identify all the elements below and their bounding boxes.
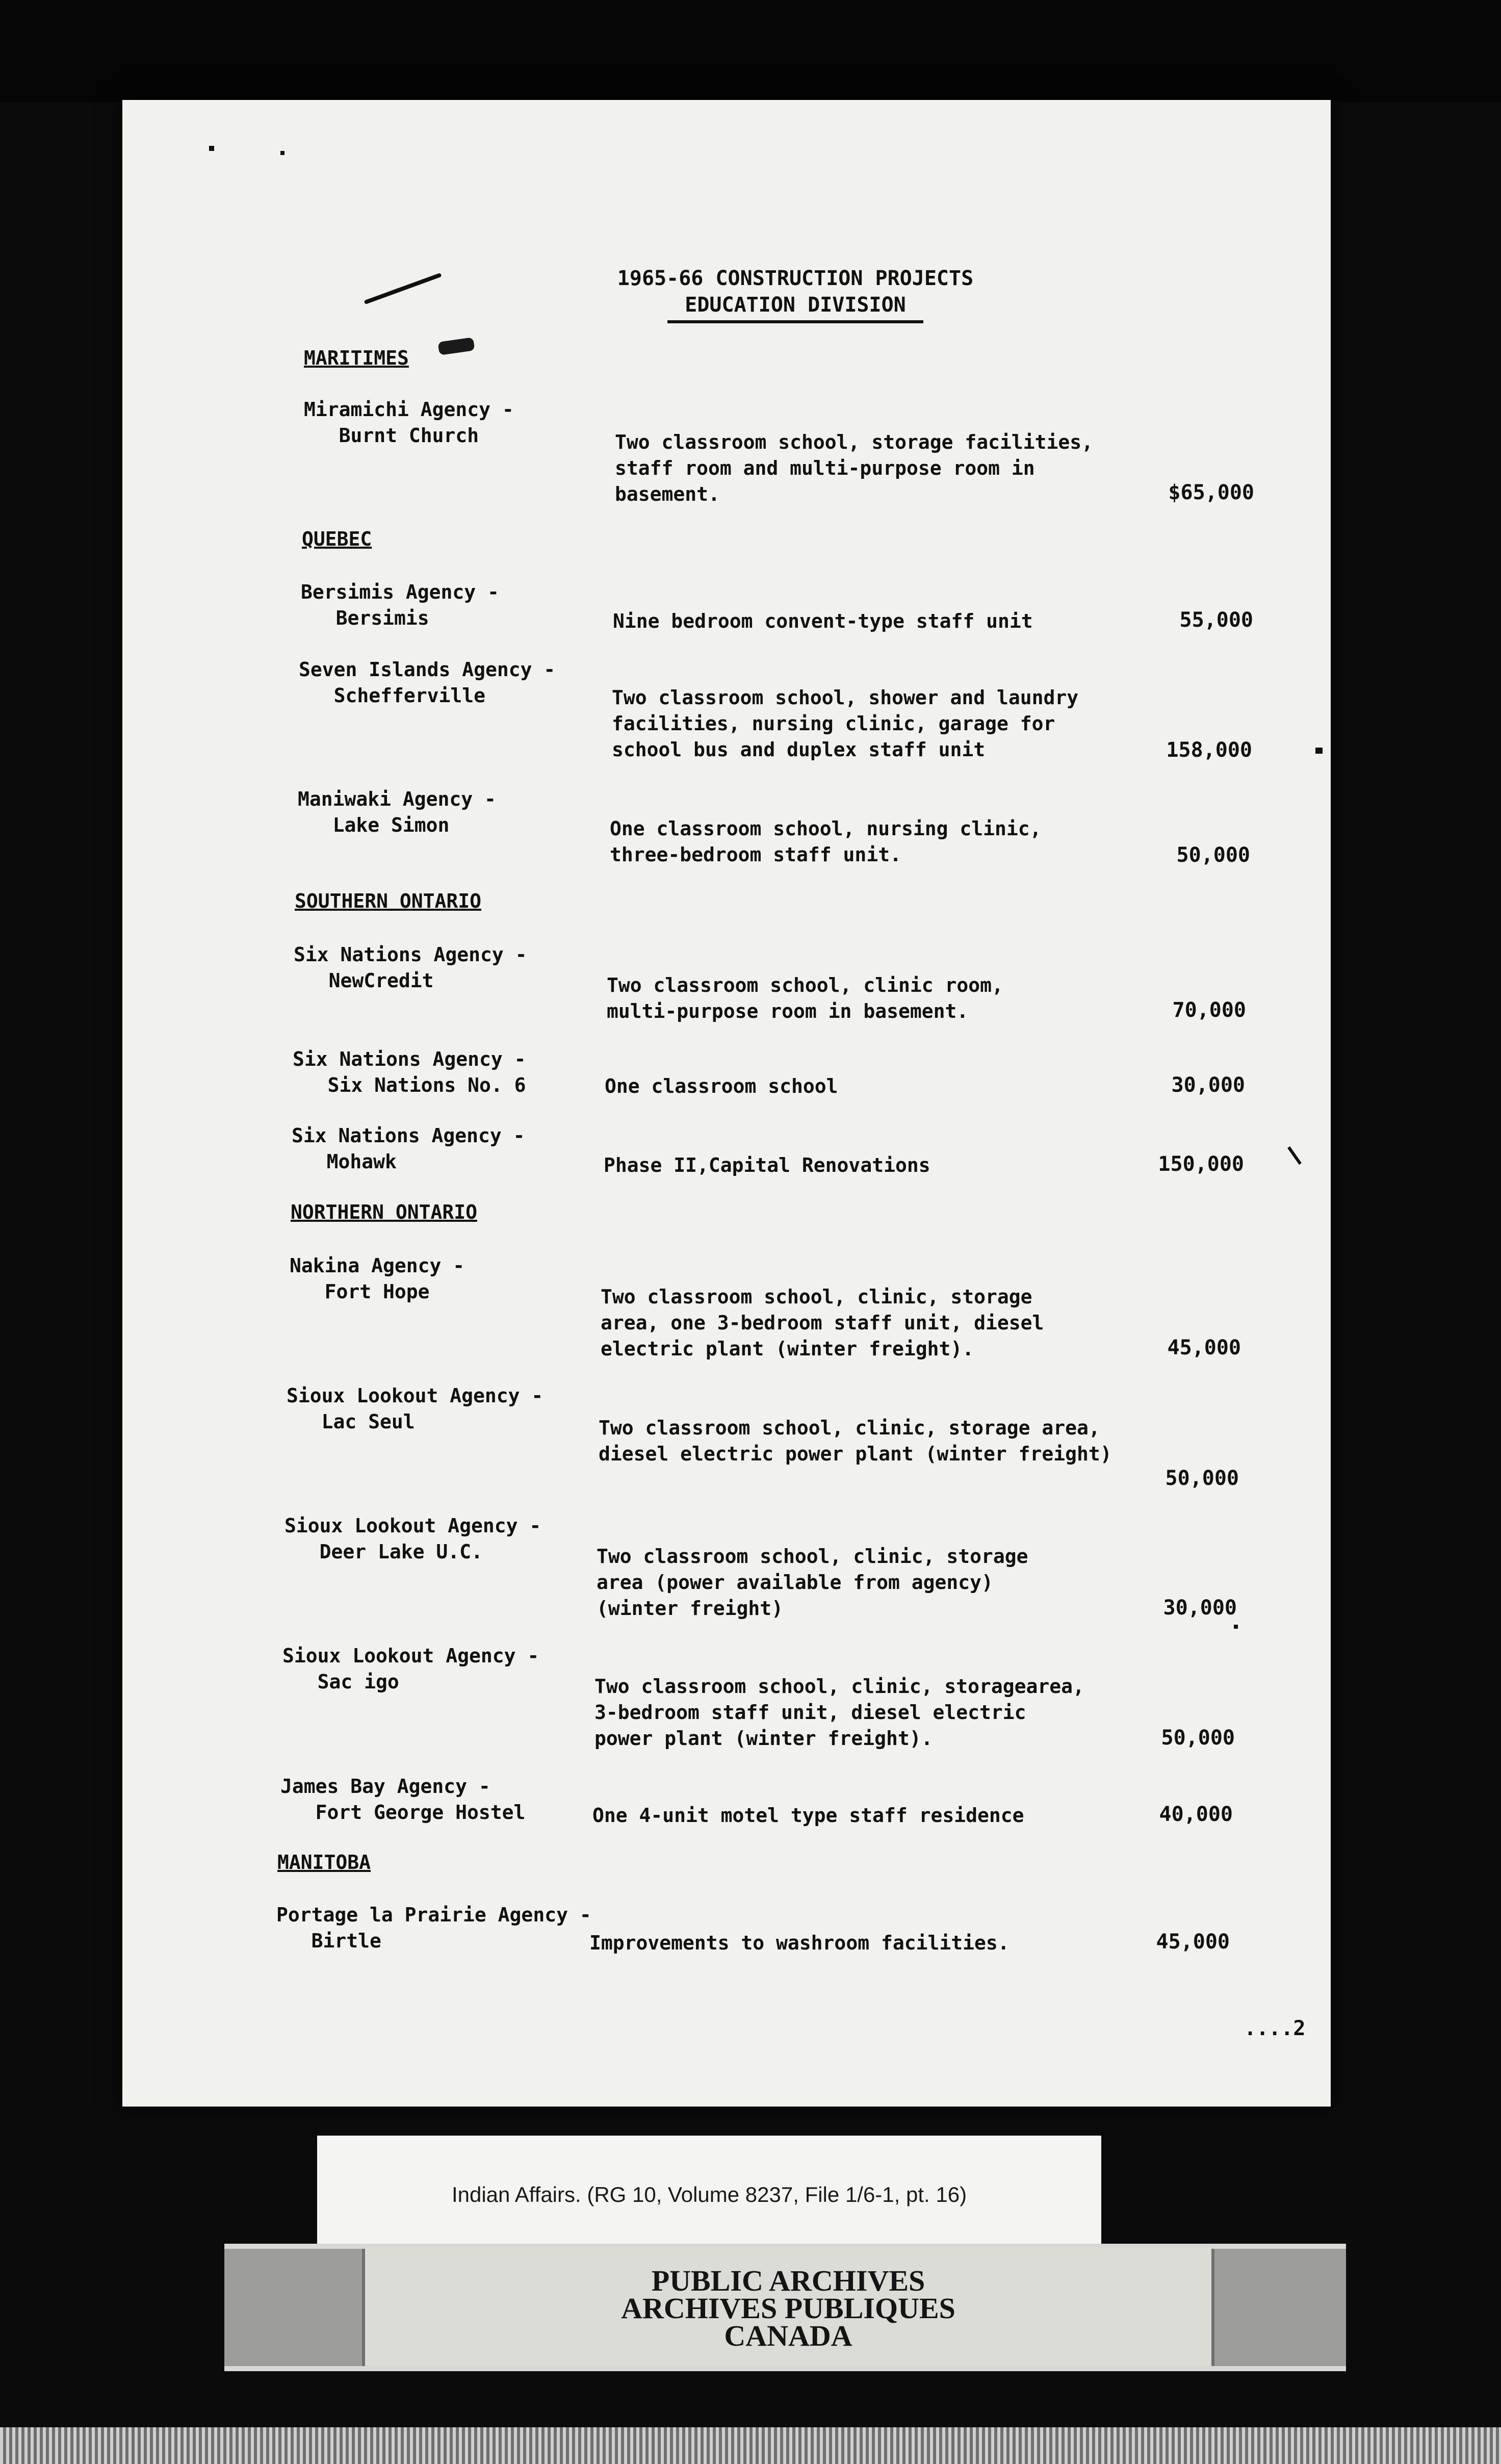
agency-name: Bersimis Agency - Bersimis <box>301 581 499 629</box>
project-description: Two classroom school, clinic, storage area, diesel electric power plant (winter freight) <box>599 1417 1112 1465</box>
section-northern-ontario: NORTHERN ONTARIO <box>291 1201 478 1223</box>
section-manitoba: MANITOBA <box>277 1851 371 1873</box>
project-description: Two classroom school, clinic, storagearea, 3-bedroom staff unit, diesel electric power plant (winter freight). <box>594 1675 1084 1750</box>
project-description: Two classroom school, shower and laundry facilities, nursing clinic, garage for school bus and duplex staff unit <box>612 686 1079 761</box>
project-amount: 158,000 <box>1166 738 1252 762</box>
archive-reference-label <box>317 2136 1101 2247</box>
project-amount: 150,000 <box>1158 1152 1244 1176</box>
project-amount: $65,000 <box>1168 481 1254 504</box>
heading-title: 1965-66 CONSTRUCTION PROJECTS <box>617 267 974 290</box>
stamp-line-3: CANADA <box>724 2319 852 2352</box>
agency-name: Maniwaki Agency - Lake Simon <box>298 788 496 836</box>
stamp-plate <box>362 2249 1214 2366</box>
project-amount: 45,000 <box>1167 1336 1241 1359</box>
archive-reference-text: Indian Affairs. (RG 10, Volume 8237, File 1/6-1, pt. 16) <box>451 2183 967 2206</box>
agency-name: Portage la Prairie Agency - Birtle <box>276 1904 591 1952</box>
agency-name: Seven Islands Agency - Schefferville <box>299 658 556 707</box>
speck <box>280 151 284 155</box>
speck <box>1287 1146 1302 1165</box>
agency-name: Sioux Lookout Agency - Lac Seul <box>287 1384 544 1433</box>
pen-mark <box>364 273 442 304</box>
project-amount: 50,000 <box>1165 1467 1239 1490</box>
agency-name: Sioux Lookout Agency - Deer Lake U.C. <box>284 1515 541 1563</box>
ink-smudge <box>438 337 475 355</box>
agency-name: Six Nations Agency - Six Nations No. 6 <box>293 1048 526 1096</box>
section-maritimes: MARITIMES <box>304 347 409 369</box>
section-quebec: QUEBEC <box>302 528 372 550</box>
stamp-line-2: ARCHIVES PUBLIQUES <box>621 2292 955 2325</box>
project-amount: 30,000 <box>1163 1596 1237 1620</box>
project-amount: 55,000 <box>1179 608 1253 632</box>
archives-stamp <box>224 2244 1346 2371</box>
agency-name: James Bay Agency - Fort George Hostel <box>280 1775 526 1824</box>
stamp-text <box>365 2264 1211 2352</box>
project-description: Two classroom school, storage facilities, staff room and multi-purpose room in basement. <box>615 431 1093 505</box>
project-amount: 50,000 <box>1161 1726 1235 1750</box>
document-heading <box>602 265 989 323</box>
project-description: Two classroom school, clinic, storage area (power available from agency) (winter freight) <box>597 1545 1028 1620</box>
project-description: One classroom school <box>605 1075 838 1097</box>
film-border-bottom <box>0 2427 1501 2464</box>
project-description: One classroom school, nursing clinic, three-bedroom staff unit. <box>610 817 1042 866</box>
project-description: Nine bedroom convent-type staff unit <box>613 610 1033 632</box>
agency-name: Miramichi Agency - Burnt Church <box>304 398 514 447</box>
stamp-line-1: PUBLIC ARCHIVES <box>651 2264 925 2297</box>
agency-name: Nakina Agency - Fort Hope <box>290 1254 465 1303</box>
project-amount: 30,000 <box>1171 1073 1245 1097</box>
project-description: Two classroom school, clinic, storage area, one 3-bedroom staff unit, diesel electric plant (winter freight). <box>601 1286 1044 1360</box>
agency-name: Six Nations Agency - Mohawk <box>292 1124 525 1173</box>
agency-name: Sioux Lookout Agency - Sac igo <box>282 1645 539 1693</box>
project-amount: 70,000 <box>1172 998 1246 1022</box>
project-amount: 50,000 <box>1176 843 1250 867</box>
project-amount: 45,000 <box>1156 1930 1230 1954</box>
project-description: Two classroom school, clinic room, multi-purpose room in basement. <box>607 974 1003 1022</box>
project-amount: 40,000 <box>1159 1803 1233 1826</box>
speck <box>1234 1625 1238 1629</box>
speck <box>209 146 214 151</box>
project-description: Improvements to washroom facilities. <box>589 1932 1010 1954</box>
heading-subtitle: EDUCATION DIVISION <box>667 292 923 323</box>
agency-name: Six Nations Agency - NewCredit <box>294 943 527 992</box>
section-southern-ontario: SOUTHERN ONTARIO <box>295 890 482 912</box>
film-border-top <box>0 0 1501 102</box>
speck <box>1315 748 1323 754</box>
project-description: One 4-unit motel type staff residence <box>592 1804 1024 1827</box>
project-description: Phase II,Capital Renovations <box>604 1154 930 1176</box>
page-continuation: ....2 <box>1244 2017 1306 2040</box>
